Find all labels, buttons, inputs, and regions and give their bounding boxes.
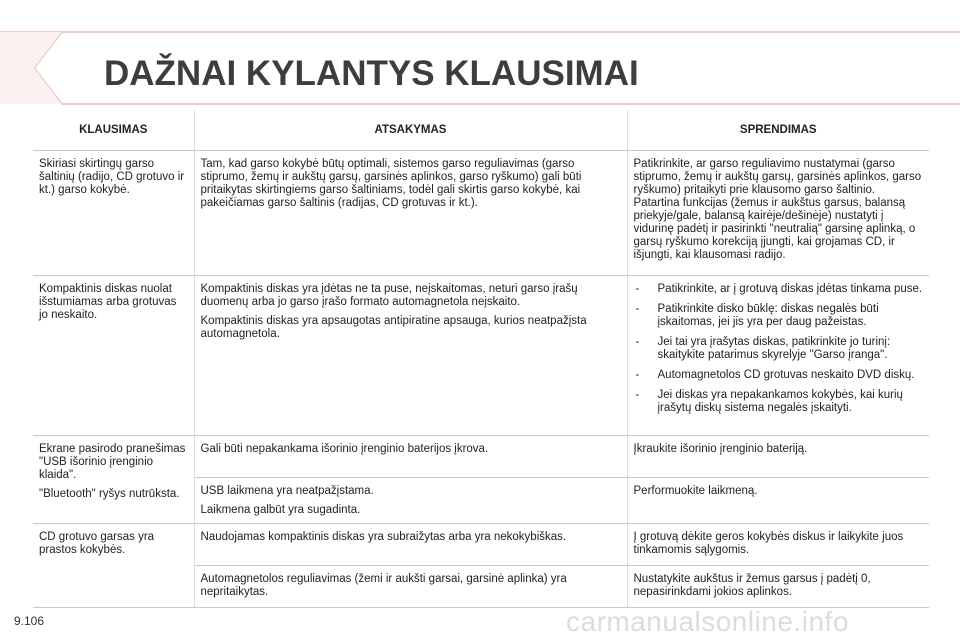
answer-cell [194, 436, 627, 478]
answer-cell [194, 478, 627, 524]
question-cell: Kompaktinis diskas nuolat išstumiamas arba grotuvas jo neskaito. [33, 276, 194, 436]
table-row [33, 436, 929, 478]
solution-cell: Patikrinkite, ar garso reguliavimo nustatymai (garso stiprumo, žemų ir aukštų garsų, garsinės aplinkos, garso ryškumo) pritaikyti prie klausomo garso šaltinio. Patartina funkcijas (žemus ir aukštus garsus, balansą priekyje/gale, balansą kairėje/dešinėje) nustatyti į vidurinę padėtį ir pasirinkti "neutralią" garsinę aplinką, o garsų ryškumo korekciją įjungti, kai grojamas CD, ir išjungti, kai klausomasi radijo. [627, 151, 929, 276]
solution-cell: Į grotuvą dėkite geros kokybės diskus ir laikykite juos tinkamomis sąlygomis. [627, 524, 929, 566]
table-row [33, 524, 929, 566]
solution-list-item: - Jei tai yra įrašytas diskas, patikrinkite jo turinį: skaitykite patarimus skyrelyje "Garso įranga". [634, 336, 924, 362]
solution-list-item: - Patikrinkite, ar į grotuvą diskas įdėtas tinkama puse. [634, 283, 924, 296]
question-text: Ekrane pasirodo pranešimas "USB išorinio įrenginio klaida". [39, 443, 186, 481]
column-header-answer: ATSAKYMAS [194, 110, 627, 151]
solution-list-item: - Jei diskas yra nepakankamos kokybės, kai kurių įrašytų diskų sistema negalės įskaityti. [634, 389, 924, 415]
question-text: "Bluetooth" ryšys nutrūksta. [39, 488, 180, 500]
question-cell [33, 436, 194, 524]
column-header-question: KLAUSIMAS [33, 110, 194, 151]
answer-text: Laikmena galbūt yra sugadinta. [200, 504, 361, 516]
table-row [33, 276, 929, 436]
page-number: 9.106 [14, 614, 45, 628]
answer-text: Tam, kad garso kokybė būtų optimali, sistemos garso reguliavimas (garso stiprumo, žemų ir aukštų garsų, garsinės aplinkos, garso ryškumo) gali būti pritaikytas skirtingiems garso šaltiniams, todėl gali skirtis garso kokybė, kai pakeičiamas garso šaltinis (radijas, CD grotuvas ir kt.). [200, 158, 582, 209]
page-title: DAŽNAI KYLANTYS KLAUSIMAI [104, 54, 639, 93]
answer-text: Automagnetolos reguliavimas (žemi ir aukšti garsai, garsinė aplinka) yra nepritaikytas. [200, 573, 567, 598]
answer-text: Naudojamas kompaktinis diskas yra subraižytas arba yra nekokybiškas. [200, 531, 567, 543]
question-cell: CD grotuvo garsas yra prastos kokybės. [33, 524, 194, 608]
answer-text: Kompaktinis diskas yra įdėtas ne ta puse, neįskaitomas, neturi garso įrašų duomenų arba jo garso įrašo formato automagnetola neįskaito. [200, 283, 578, 308]
watermark: carmanualsonline.info [566, 606, 849, 637]
solution-list-item: - Automagnetolos CD grotuvas neskaito DVD diskų. [634, 369, 924, 382]
table-row [33, 151, 929, 276]
answer-cell [194, 524, 627, 566]
solution-cell: Performuokite laikmeną. [627, 478, 929, 524]
solution-cell: Nustatykite aukštus ir žemus garsus į padėtį 0, nepasirinkdami jokios aplinkos. [627, 566, 929, 608]
answer-text: Kompaktinis diskas yra apsaugotas antipiratine apsauga, kurios neatpažįsta automagnetola. [200, 315, 587, 340]
answer-cell [194, 566, 627, 608]
solution-list-item: - Patikrinkite disko būklę: diskas negalės būti įskaitomas, jei jis yra per daug pažeistas. [634, 303, 924, 329]
table-header-row [33, 110, 929, 151]
answer-cell [194, 151, 627, 276]
solution-list [634, 283, 924, 415]
solution-cell: Įkraukite išorinio įrenginio bateriją. [627, 436, 929, 478]
answer-text: Gali būti nepakankama išorinio įrenginio baterijos įkrova. [200, 443, 489, 455]
question-cell: Skiriasi skirtingų garso šaltinių (radijo, CD grotuvo ir kt.) garso kokybė. [33, 151, 194, 276]
faq-table [33, 110, 929, 608]
column-header-solution: SPRENDIMAS [627, 110, 929, 151]
solution-cell [627, 276, 929, 436]
answer-text: USB laikmena yra neatpažįstama. [200, 485, 374, 497]
answer-cell [194, 276, 627, 436]
